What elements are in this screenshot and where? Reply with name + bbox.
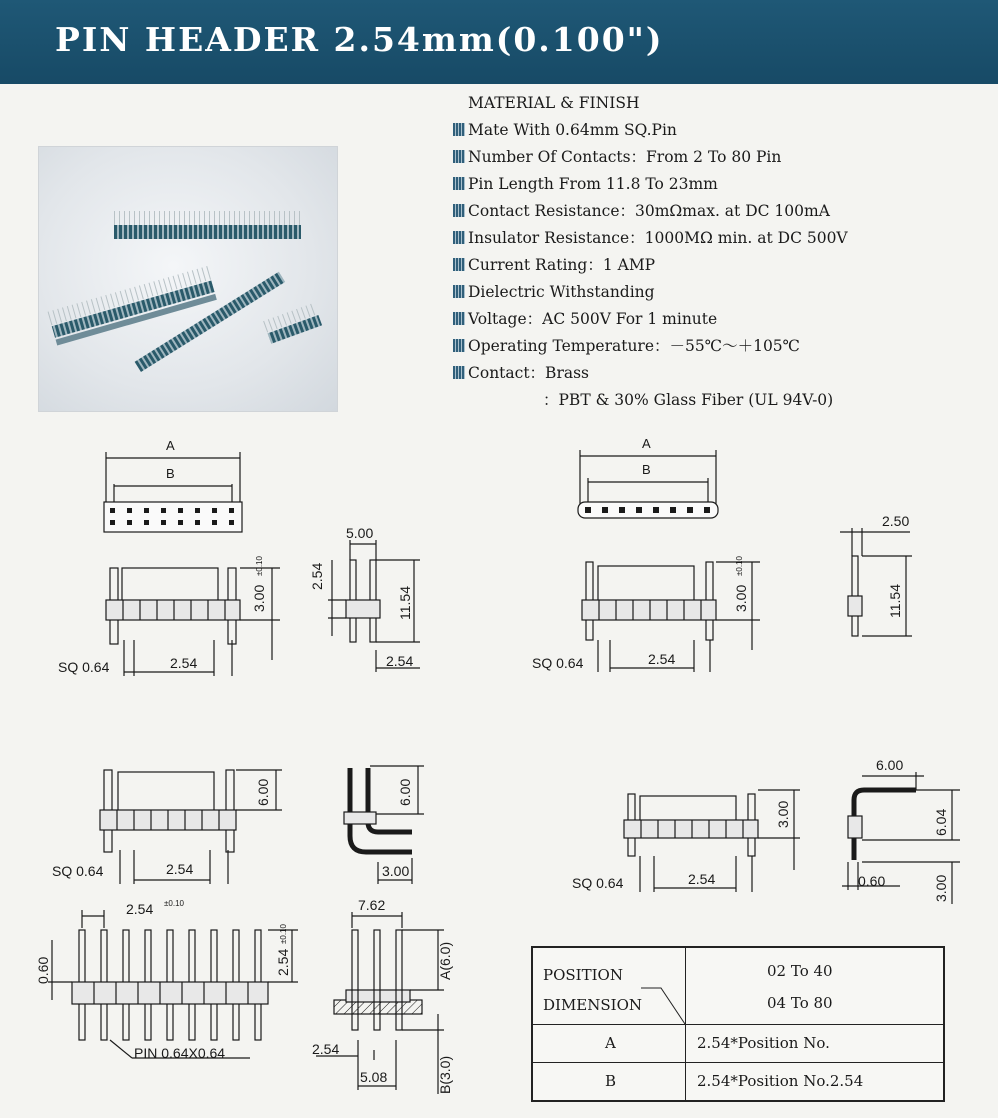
- sq-label-1: SQ 0.64: [58, 659, 110, 675]
- row-b-value: 2.54*Position No.2.54: [697, 1072, 864, 1090]
- spec-item: Contact Resistance：30mΩmax. at DC 100mA: [453, 198, 973, 225]
- tol-d: ±0.10: [279, 924, 288, 944]
- table-divider-1: [533, 1024, 943, 1025]
- dim-600-c: 6.00: [876, 757, 904, 773]
- dim-1154-b: 11.54: [887, 584, 903, 618]
- spec-item: Dielectric Withstanding: [453, 279, 973, 306]
- dim-060-b: 0.60: [35, 956, 51, 984]
- dim-a-2: A: [642, 436, 651, 451]
- position-range: 02 To 40: [767, 962, 833, 980]
- dim-b-1: B: [166, 466, 175, 481]
- drawing-front-view-dual-long: [35, 899, 298, 1061]
- dim-300-b: 3.00: [733, 584, 749, 612]
- sq-label-2: SQ 0.64: [532, 655, 584, 671]
- dim-500: 5.00: [346, 525, 374, 541]
- spec-item-continuation: ：PBT & 30% Glass Fiber (UL 94V-0): [543, 391, 834, 409]
- dim-600-a: 6.00: [255, 778, 271, 806]
- drawing-front-view-right-angle: [52, 770, 282, 884]
- dim-600-b: 6.00: [397, 778, 413, 806]
- drawing-front-view-straight: [58, 555, 280, 676]
- tol-c: ±0.10: [164, 899, 184, 908]
- dim-762: 7.62: [358, 897, 386, 913]
- pitch-254-b: 2.54: [386, 653, 414, 669]
- dimension-header: DIMENSION: [543, 996, 643, 1014]
- dim-300-e: 3.00: [933, 874, 949, 902]
- tol-a: ±0.10: [255, 556, 264, 576]
- dim-300-c: 3.00: [382, 863, 410, 879]
- dim-250: 2.50: [882, 513, 910, 529]
- row-b-label: B: [605, 1072, 617, 1090]
- dim-604: 6.04: [933, 808, 949, 836]
- spec-item: Current Rating：1 AMP: [453, 252, 973, 279]
- dim-300-d: 3.00: [775, 800, 791, 828]
- dim-b-2: B: [642, 462, 651, 477]
- pitch-254-e: 2.54: [688, 871, 716, 887]
- tol-b: ±0.10: [735, 556, 744, 576]
- spec-item: Operating Temperature：－55℃～＋105℃: [453, 333, 973, 360]
- position-header: POSITION: [543, 966, 623, 984]
- spec-item: Pin Length From 11.8 To 23mm: [453, 171, 973, 198]
- page-title: PIN HEADER 2.54mm(0.100"): [55, 20, 664, 59]
- drawing-front-view-right-angle-single: [572, 790, 800, 892]
- table-divider-2: [533, 1062, 943, 1063]
- dim-060-a: 0.60: [858, 873, 886, 889]
- dim-254-h: 2.54: [312, 1041, 340, 1057]
- dimension-table: [531, 946, 945, 1102]
- dim-254-g: 2.54: [275, 948, 291, 976]
- spec-item: Insulator Resistance：1000MΩ min. at DC 500V: [453, 225, 973, 252]
- drawing-side-view-straight: [309, 525, 420, 672]
- pin-size-label: PIN 0.64X0.64: [134, 1045, 226, 1061]
- pitch-254-f: 2.54: [126, 901, 154, 917]
- pitch-254-a: 2.54: [170, 655, 198, 671]
- dim-a60: A(6.0): [437, 941, 453, 980]
- drawing-side-view-right-angle-single: [842, 757, 960, 904]
- sq-label-3: SQ 0.64: [52, 863, 104, 879]
- spec-item: Number Of Contacts：From 2 To 80 Pin: [453, 144, 973, 171]
- spec-item: Mate With 0.64mm SQ.Pin: [453, 117, 973, 144]
- spec-heading: MATERIAL & FINISH: [468, 94, 640, 112]
- drawing-side-view-right-angle-dual: [344, 766, 424, 884]
- drawing-side-view-dual-pcb: [312, 897, 453, 1094]
- dim-b30: B(3.0): [437, 1055, 453, 1094]
- pitch-254-d: 2.54: [166, 861, 194, 877]
- row-a-label: A: [605, 1034, 616, 1052]
- sq-label-4: SQ 0.64: [572, 875, 624, 891]
- drawing-side-view-single-row: [840, 513, 912, 636]
- drawing-top-view-straight: [104, 438, 242, 532]
- spec-item: Contact：Brass: [453, 360, 973, 387]
- pitch-254-c: 2.54: [648, 651, 676, 667]
- dim-254-v: 2.54: [309, 562, 325, 590]
- row-a-value: 2.54*Position No.: [697, 1034, 830, 1052]
- dim-1154-a: 11.54: [397, 586, 413, 620]
- spec-item: Voltage：AC 500V For 1 minute: [453, 306, 973, 333]
- drawing-top-view-single-row: [578, 436, 718, 518]
- drawing-front-view-single-row: [532, 555, 760, 672]
- dimension-range: 04 To 80: [767, 994, 833, 1012]
- dim-508: 5.08: [360, 1069, 388, 1085]
- dim-a-1: A: [166, 438, 175, 453]
- dim-300-a: 3.00: [251, 584, 267, 612]
